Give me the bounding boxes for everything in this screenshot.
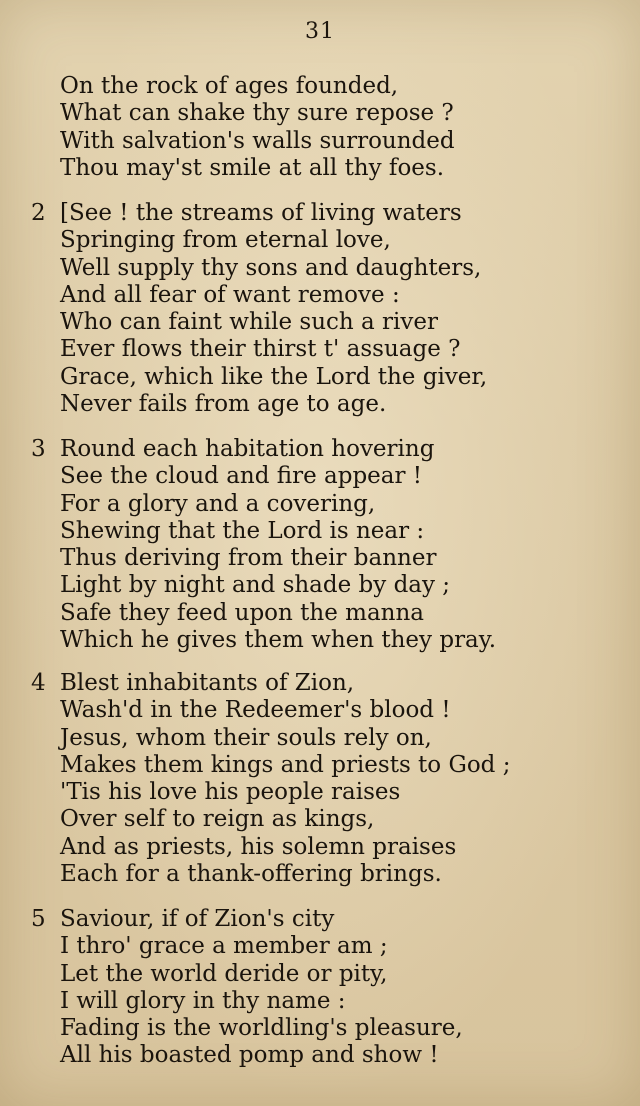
stanza-line: All his boasted pomp and show ! bbox=[60, 1042, 439, 1069]
stanza-line: What can shake thy sure repose ? bbox=[60, 100, 454, 127]
stanza-line: See the cloud and fire appear ! bbox=[60, 463, 423, 490]
stanza-line: Shewing that the Lord is near : bbox=[60, 517, 425, 544]
stanza-line: Fading is the worldling's pleasure, bbox=[60, 1015, 463, 1042]
stanza-line: Let the world deride or pity, bbox=[60, 960, 388, 987]
stanza-line: Ever flows their thirst t' assuage ? bbox=[60, 336, 461, 363]
stanza-line: And as priests, his solemn praises bbox=[60, 833, 457, 860]
stanza-number: 3 bbox=[31, 436, 46, 462]
stanza-line: Blest inhabitants of Zion, bbox=[60, 670, 355, 696]
stanza-4 bbox=[0, 670, 640, 888]
stanza-line: On the rock of ages founded, bbox=[60, 73, 399, 99]
stanza-line: For a glory and a covering, bbox=[60, 490, 376, 517]
stanza-number: 5 bbox=[31, 906, 46, 932]
stanza-line: Grace, which like the Lord the giver, bbox=[60, 363, 488, 390]
stanza-2 bbox=[0, 200, 640, 418]
stanza-line: Over self to reign as kings, bbox=[60, 806, 375, 833]
stanza-line: Light by night and shade by day ; bbox=[60, 572, 451, 599]
stanza-line: Saviour, if of Zion's city bbox=[60, 906, 335, 932]
stanza-line: [See ! the streams of living waters bbox=[60, 200, 462, 226]
stanza-line: Each for a thank-offering brings. bbox=[60, 861, 442, 888]
stanza-line: 'Tis his love his people raises bbox=[60, 779, 401, 806]
stanza-line: Safe they feed upon the manna bbox=[60, 599, 424, 626]
stanza-line: Thus deriving from their banner bbox=[60, 545, 437, 572]
stanza-3 bbox=[0, 436, 640, 654]
stanza-line: Thou may'st smile at all thy foes. bbox=[60, 154, 445, 181]
page-number: 31 bbox=[305, 19, 335, 44]
stanza-line: Springing from eternal love, bbox=[60, 227, 391, 254]
stanza-line: And all fear of want remove : bbox=[60, 281, 400, 308]
stanza-line: Round each habitation hovering bbox=[60, 436, 435, 462]
stanza-line: Makes them kings and priests to God ; bbox=[60, 751, 511, 778]
stanza-line: Never fails from age to age. bbox=[60, 391, 387, 418]
stanza-line: Who can faint while such a river bbox=[60, 309, 439, 336]
stanza-5 bbox=[0, 906, 640, 1070]
stanza-line: I will glory in thy name : bbox=[60, 987, 346, 1014]
stanza-line: Which he gives them when they pray. bbox=[60, 627, 497, 654]
stanza-line: Jesus, whom their souls rely on, bbox=[60, 724, 432, 751]
stanza-line: I thro' grace a member am ; bbox=[60, 933, 388, 960]
stanza-number: 2 bbox=[31, 200, 46, 226]
stanza-line: Wash'd in the Redeemer's blood ! bbox=[60, 697, 451, 724]
stanza-line: With salvation's walls surrounded bbox=[60, 127, 455, 154]
stanza-line: Well supply thy sons and daughters, bbox=[60, 254, 482, 281]
stanza-1 bbox=[0, 73, 640, 182]
stanza-number: 4 bbox=[31, 670, 46, 696]
